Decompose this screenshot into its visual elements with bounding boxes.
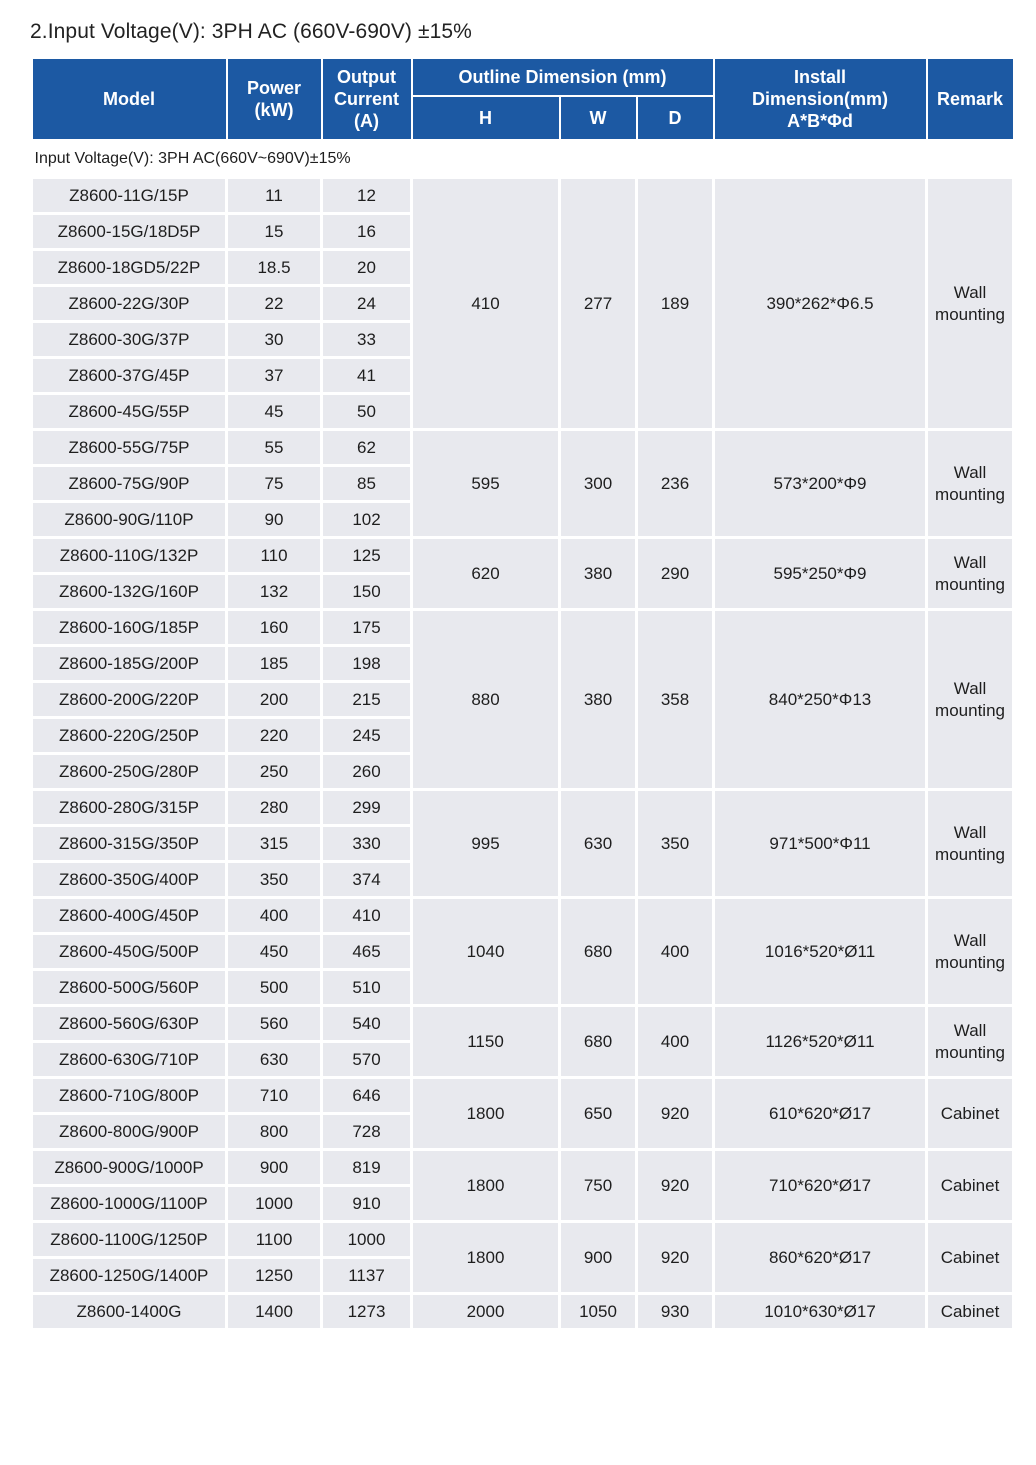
power-cell: 710 bbox=[227, 1078, 322, 1114]
install-dimension-cell: 610*620*Ø17 bbox=[714, 1078, 927, 1150]
remark-line: Wall bbox=[953, 822, 987, 842]
dim-d-cell: 400 bbox=[637, 1006, 714, 1078]
model-cell: Z8600-250G/280P bbox=[32, 754, 227, 790]
remark-line: Cabinet bbox=[940, 1103, 1000, 1123]
table-row bbox=[32, 1006, 1014, 1042]
model-cell: Z8600-710G/800P bbox=[32, 1078, 227, 1114]
header-d: D bbox=[637, 96, 714, 141]
current-cell: 41 bbox=[322, 358, 412, 394]
dim-d-cell: 400 bbox=[637, 898, 714, 1006]
power-cell: 500 bbox=[227, 970, 322, 1006]
power-cell: 132 bbox=[227, 574, 322, 610]
model-cell: Z8600-1250G/1400P bbox=[32, 1258, 227, 1294]
remark-cell bbox=[927, 1006, 1014, 1078]
remark-line: mounting bbox=[935, 844, 1005, 864]
power-cell: 200 bbox=[227, 682, 322, 718]
model-cell: Z8600-630G/710P bbox=[32, 1042, 227, 1078]
dim-w-cell: 650 bbox=[560, 1078, 637, 1150]
current-cell: 198 bbox=[322, 646, 412, 682]
current-cell: 540 bbox=[322, 1006, 412, 1042]
dim-d-cell: 358 bbox=[637, 610, 714, 790]
dim-h-cell: 620 bbox=[412, 538, 560, 610]
table-row bbox=[32, 898, 1014, 934]
power-cell: 1000 bbox=[227, 1186, 322, 1222]
power-cell: 800 bbox=[227, 1114, 322, 1150]
header-output-current bbox=[322, 58, 412, 141]
dim-d-cell: 236 bbox=[637, 430, 714, 538]
table-row bbox=[32, 1294, 1014, 1330]
power-cell: 37 bbox=[227, 358, 322, 394]
current-cell: 85 bbox=[322, 466, 412, 502]
current-cell: 125 bbox=[322, 538, 412, 574]
remark-line: mounting bbox=[935, 304, 1005, 324]
current-cell: 819 bbox=[322, 1150, 412, 1186]
table-header bbox=[32, 58, 1014, 141]
current-cell: 16 bbox=[322, 214, 412, 250]
remark-cell bbox=[927, 898, 1014, 1006]
model-cell: Z8600-55G/75P bbox=[32, 430, 227, 466]
current-cell: 510 bbox=[322, 970, 412, 1006]
table-row bbox=[32, 1222, 1014, 1258]
current-cell: 50 bbox=[322, 394, 412, 430]
dim-h-cell: 410 bbox=[412, 178, 560, 430]
power-cell: 185 bbox=[227, 646, 322, 682]
model-cell: Z8600-400G/450P bbox=[32, 898, 227, 934]
current-cell: 245 bbox=[322, 718, 412, 754]
current-cell: 1137 bbox=[322, 1258, 412, 1294]
model-cell: Z8600-132G/160P bbox=[32, 574, 227, 610]
remark-line: mounting bbox=[935, 484, 1005, 504]
model-cell: Z8600-800G/900P bbox=[32, 1114, 227, 1150]
remark-line: Wall bbox=[953, 930, 987, 950]
table-row bbox=[32, 790, 1014, 826]
voltage-subheader: Input Voltage(V): 3PH AC(660V~690V)±15% bbox=[32, 141, 1014, 178]
remark-line: Wall bbox=[953, 552, 987, 572]
current-cell: 215 bbox=[322, 682, 412, 718]
dim-d-cell: 290 bbox=[637, 538, 714, 610]
current-cell: 465 bbox=[322, 934, 412, 970]
dim-w-cell: 900 bbox=[560, 1222, 637, 1294]
model-cell: Z8600-90G/110P bbox=[32, 502, 227, 538]
remark-line: Cabinet bbox=[940, 1301, 1000, 1321]
remark-line: Wall bbox=[953, 462, 987, 482]
model-cell: Z8600-200G/220P bbox=[32, 682, 227, 718]
model-cell: Z8600-110G/132P bbox=[32, 538, 227, 574]
header-remark: Remark bbox=[927, 58, 1014, 141]
dim-h-cell: 1040 bbox=[412, 898, 560, 1006]
install-dimension-cell: 595*250*Φ9 bbox=[714, 538, 927, 610]
power-cell: 1250 bbox=[227, 1258, 322, 1294]
table-row bbox=[32, 610, 1014, 646]
table-row bbox=[32, 538, 1014, 574]
current-cell: 299 bbox=[322, 790, 412, 826]
header-current-unit: (A) bbox=[354, 111, 379, 131]
power-cell: 45 bbox=[227, 394, 322, 430]
model-cell: Z8600-11G/15P bbox=[32, 178, 227, 214]
dim-h-cell: 880 bbox=[412, 610, 560, 790]
table-row bbox=[32, 1078, 1014, 1114]
install-dimension-cell: 1016*520*Ø11 bbox=[714, 898, 927, 1006]
current-cell: 570 bbox=[322, 1042, 412, 1078]
dim-h-cell: 1800 bbox=[412, 1078, 560, 1150]
dim-h-cell: 1800 bbox=[412, 1222, 560, 1294]
current-cell: 33 bbox=[322, 322, 412, 358]
power-cell: 75 bbox=[227, 466, 322, 502]
power-cell: 560 bbox=[227, 1006, 322, 1042]
remark-line: mounting bbox=[935, 952, 1005, 972]
current-cell: 62 bbox=[322, 430, 412, 466]
current-cell: 12 bbox=[322, 178, 412, 214]
remark-line: Wall bbox=[953, 678, 987, 698]
remark-cell bbox=[927, 538, 1014, 610]
power-cell: 250 bbox=[227, 754, 322, 790]
install-dimension-cell: 1126*520*Ø11 bbox=[714, 1006, 927, 1078]
model-cell: Z8600-160G/185P bbox=[32, 610, 227, 646]
power-cell: 160 bbox=[227, 610, 322, 646]
model-cell: Z8600-185G/200P bbox=[32, 646, 227, 682]
current-cell: 410 bbox=[322, 898, 412, 934]
remark-cell bbox=[927, 1222, 1014, 1294]
model-cell: Z8600-350G/400P bbox=[32, 862, 227, 898]
model-cell: Z8600-30G/37P bbox=[32, 322, 227, 358]
model-cell: Z8600-280G/315P bbox=[32, 790, 227, 826]
remark-cell bbox=[927, 1294, 1014, 1330]
header-w: W bbox=[560, 96, 637, 141]
model-cell: Z8600-45G/55P bbox=[32, 394, 227, 430]
section-title: 2.Input Voltage(V): 3PH AC (660V-690V) ±15% bbox=[30, 20, 472, 43]
model-cell: Z8600-22G/30P bbox=[32, 286, 227, 322]
current-cell: 175 bbox=[322, 610, 412, 646]
table-row bbox=[32, 430, 1014, 466]
dim-d-cell: 920 bbox=[637, 1150, 714, 1222]
dim-w-cell: 277 bbox=[560, 178, 637, 430]
install-dimension-cell: 390*262*Φ6.5 bbox=[714, 178, 927, 430]
power-cell: 315 bbox=[227, 826, 322, 862]
table-row bbox=[32, 1150, 1014, 1186]
remark-cell bbox=[927, 178, 1014, 430]
current-cell: 910 bbox=[322, 1186, 412, 1222]
power-cell: 15 bbox=[227, 214, 322, 250]
power-cell: 1100 bbox=[227, 1222, 322, 1258]
model-cell: Z8600-15G/18D5P bbox=[32, 214, 227, 250]
install-dimension-cell: 710*620*Ø17 bbox=[714, 1150, 927, 1222]
dim-w-cell: 750 bbox=[560, 1150, 637, 1222]
header-outline-dimension: Outline Dimension (mm) bbox=[412, 58, 714, 96]
remark-line: mounting bbox=[935, 700, 1005, 720]
dim-d-cell: 350 bbox=[637, 790, 714, 898]
header-power bbox=[227, 58, 322, 141]
dim-d-cell: 930 bbox=[637, 1294, 714, 1330]
model-cell: Z8600-220G/250P bbox=[32, 718, 227, 754]
dim-h-cell: 595 bbox=[412, 430, 560, 538]
dim-h-cell: 2000 bbox=[412, 1294, 560, 1330]
header-power-unit: (kW) bbox=[254, 100, 294, 120]
remark-line: Cabinet bbox=[940, 1247, 1000, 1267]
remark-cell bbox=[927, 1150, 1014, 1222]
dim-d-cell: 920 bbox=[637, 1078, 714, 1150]
power-cell: 22 bbox=[227, 286, 322, 322]
model-cell: Z8600-500G/560P bbox=[32, 970, 227, 1006]
header-install-formula: A*B*Φd bbox=[787, 111, 853, 131]
dim-h-cell: 1150 bbox=[412, 1006, 560, 1078]
current-cell: 330 bbox=[322, 826, 412, 862]
current-cell: 20 bbox=[322, 250, 412, 286]
power-cell: 450 bbox=[227, 934, 322, 970]
spec-table bbox=[30, 57, 1015, 1331]
model-cell: Z8600-560G/630P bbox=[32, 1006, 227, 1042]
install-dimension-cell: 971*500*Φ11 bbox=[714, 790, 927, 898]
power-cell: 11 bbox=[227, 178, 322, 214]
dim-w-cell: 380 bbox=[560, 610, 637, 790]
power-cell: 18.5 bbox=[227, 250, 322, 286]
remark-cell bbox=[927, 610, 1014, 790]
model-cell: Z8600-315G/350P bbox=[32, 826, 227, 862]
dim-d-cell: 920 bbox=[637, 1222, 714, 1294]
current-cell: 260 bbox=[322, 754, 412, 790]
power-cell: 900 bbox=[227, 1150, 322, 1186]
install-dimension-cell: 840*250*Φ13 bbox=[714, 610, 927, 790]
dim-w-cell: 680 bbox=[560, 898, 637, 1006]
power-cell: 630 bbox=[227, 1042, 322, 1078]
remark-cell bbox=[927, 430, 1014, 538]
table-body bbox=[32, 141, 1014, 1330]
remark-cell bbox=[927, 1078, 1014, 1150]
power-cell: 90 bbox=[227, 502, 322, 538]
header-model: Model bbox=[32, 58, 227, 141]
header-install-line: Dimension(mm) bbox=[752, 89, 889, 109]
header-current-line: Output bbox=[337, 67, 396, 87]
header-h: H bbox=[412, 96, 560, 141]
remark-cell bbox=[927, 790, 1014, 898]
header-install-dimension bbox=[714, 58, 927, 141]
power-cell: 110 bbox=[227, 538, 322, 574]
install-dimension-cell: 1010*630*Ø17 bbox=[714, 1294, 927, 1330]
power-cell: 400 bbox=[227, 898, 322, 934]
dim-w-cell: 300 bbox=[560, 430, 637, 538]
remark-line: Cabinet bbox=[940, 1175, 1000, 1195]
model-cell: Z8600-75G/90P bbox=[32, 466, 227, 502]
current-cell: 1000 bbox=[322, 1222, 412, 1258]
install-dimension-cell: 860*620*Ø17 bbox=[714, 1222, 927, 1294]
model-cell: Z8600-1100G/1250P bbox=[32, 1222, 227, 1258]
current-cell: 150 bbox=[322, 574, 412, 610]
dim-w-cell: 630 bbox=[560, 790, 637, 898]
dim-w-cell: 680 bbox=[560, 1006, 637, 1078]
model-cell: Z8600-37G/45P bbox=[32, 358, 227, 394]
dim-w-cell: 380 bbox=[560, 538, 637, 610]
header-current-line: Current bbox=[333, 89, 399, 109]
current-cell: 1273 bbox=[322, 1294, 412, 1330]
current-cell: 24 bbox=[322, 286, 412, 322]
header-power-line: Power bbox=[246, 78, 302, 98]
model-cell: Z8600-900G/1000P bbox=[32, 1150, 227, 1186]
model-cell: Z8600-1400G bbox=[32, 1294, 227, 1330]
dim-h-cell: 995 bbox=[412, 790, 560, 898]
power-cell: 280 bbox=[227, 790, 322, 826]
power-cell: 350 bbox=[227, 862, 322, 898]
remark-line: mounting bbox=[935, 1042, 1005, 1062]
model-cell: Z8600-18GD5/22P bbox=[32, 250, 227, 286]
dim-d-cell: 189 bbox=[637, 178, 714, 430]
dim-w-cell: 1050 bbox=[560, 1294, 637, 1330]
model-cell: Z8600-450G/500P bbox=[32, 934, 227, 970]
dim-h-cell: 1800 bbox=[412, 1150, 560, 1222]
current-cell: 374 bbox=[322, 862, 412, 898]
current-cell: 646 bbox=[322, 1078, 412, 1114]
power-cell: 30 bbox=[227, 322, 322, 358]
table-row bbox=[32, 178, 1014, 214]
power-cell: 55 bbox=[227, 430, 322, 466]
header-install-line: Install bbox=[794, 67, 847, 87]
power-cell: 220 bbox=[227, 718, 322, 754]
current-cell: 102 bbox=[322, 502, 412, 538]
remark-line: Wall bbox=[953, 282, 987, 302]
model-cell: Z8600-1000G/1100P bbox=[32, 1186, 227, 1222]
remark-line: Wall bbox=[953, 1020, 987, 1040]
power-cell: 1400 bbox=[227, 1294, 322, 1330]
current-cell: 728 bbox=[322, 1114, 412, 1150]
install-dimension-cell: 573*200*Φ9 bbox=[714, 430, 927, 538]
remark-line: mounting bbox=[935, 574, 1005, 594]
